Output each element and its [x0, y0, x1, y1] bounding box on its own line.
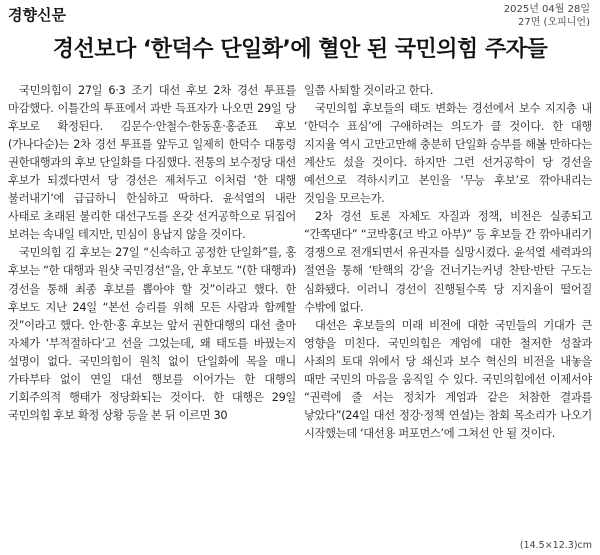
masthead: 경향신문	[8, 6, 66, 24]
page-section: 27면 (오피니언)	[517, 17, 590, 28]
paragraph: 대선은 후보들의 미래 비전에 대한 국민들의 기대가 큰 영향을 미친다. 국민의힘은 계엄에 대한 철저한 성찰과 사죄의 토대 위에서 당 쇄신과 보수 혁신의 비전을 내놓을 때만 국민의 마음을 움직일 수 있다. 국민의힘에선 이제서야 “권력에 줄 서는 정치가 계엄과 같은 처참한 결과를 낳았다”(24일 대선 정강·정책 연설)는 참회 목소리가 나오기 시작했는데 ‘대선용 퍼포먼스’에 그쳐선 안 될 것이다.	[304, 318, 592, 440]
article-size: (14.5×12.3)cm	[519, 540, 592, 551]
paragraph: 국민의힘 김 후보는 27일 “신속하고 공정한 단일화”를, 홍 후보는 “한 대행과 원샷 국민경선”을, 안 후보도 “(한 대행과) 경선을 통해 최종 후보를 뽑아야 할 것”이라고 했다. 한 후보도 지난 24일 “본선 승리를 위해 모든 사람과 함께할 것”이라고 했다. 안·한·홍 후보는 앞서 권한대행의 대선 출마 자체가 ‘부적절하다’고 선을 그었는데, 왜 태도를 바꿨는지 설명이 없다. 국민의힘이 원칙 없이 단일화에 목을 매니 가타부타 없이 연일 대선 행보를 이어가는 한 대행의 기회주의적 행태가 정당화되는 것이다. 한 대행은 29일 국민의힘 후보 확정 상황 등을 본 뒤 이르면 30	[8, 246, 296, 422]
paragraph: 일쯤 사퇴할 것이라고 한다.	[304, 84, 434, 97]
right-column	[304, 82, 592, 532]
paragraph: 국민의힘이 27일 6·3 조기 대선 후보 2차 경선 투표를 마감했다. 이틀간의 투표에서 과반 득표자가 나오면 29일 당 후보로 확정된다. 김문수·안철수·한동훈·홍준표 후보(가나다순)는 2차 경선 투표를 앞두고 일제히 한덕수 대통령 권한대행과의 후보 단일화를 다짐했다. 전통의 보수정당 대선 후보가 되겠다면서 당 경선은 제쳐두고 이처럼 ‘한 대행 불러내기’에 급급하니 한심하고 딱하다. 윤석열의 내란 사태로 초래된 불리한 대선구도를 온갖 선거공학으로 뒤집어 보려는 속내일 테지만, 민심이 용납지 않을 것이다.	[8, 84, 296, 242]
article-body	[8, 82, 592, 532]
publish-date: 2025년 04월 28일	[503, 4, 590, 15]
headline: 경선보다 ‘한덕수 단일화’에 혈안 된 국민의힘 주자들	[52, 37, 548, 62]
publication-meta	[504, 3, 590, 29]
paragraph: 국민의힘 후보들의 태도 변화는 경선에서 보수 지지층 내 ‘한덕수 표심’에 구애하려는 의도가 클 것이다. 한 대행 지지율 역시 고만고만해 충분히 단일화 승부를 해볼 만하다는 계산도 섰을 것이다. 하지만 그런 선거공학이 당 경선을 예선으로 격하시키고 본인을 ‘무능 후보’로 깎아내리는 것임을 모르는가.	[304, 102, 592, 206]
paragraph: 2차 경선 토론 자체도 자질과 정책, 비전은 실종되고 “간쪽댄다” “코박홍(코 박고 아부)” 등 후보들 간 깎아내리기 경쟁으로 전개되면서 유권자를 실망시켰다. 윤석열 세력과의 절연을 통해 ‘탄핵의 강’을 건너기는커녕 찬탄·반탄 구도는 심화됐다. 이러니 경선이 진행될수록 당 지지율이 떨어질 수밖에 없다.	[304, 210, 592, 314]
left-column	[8, 82, 296, 532]
